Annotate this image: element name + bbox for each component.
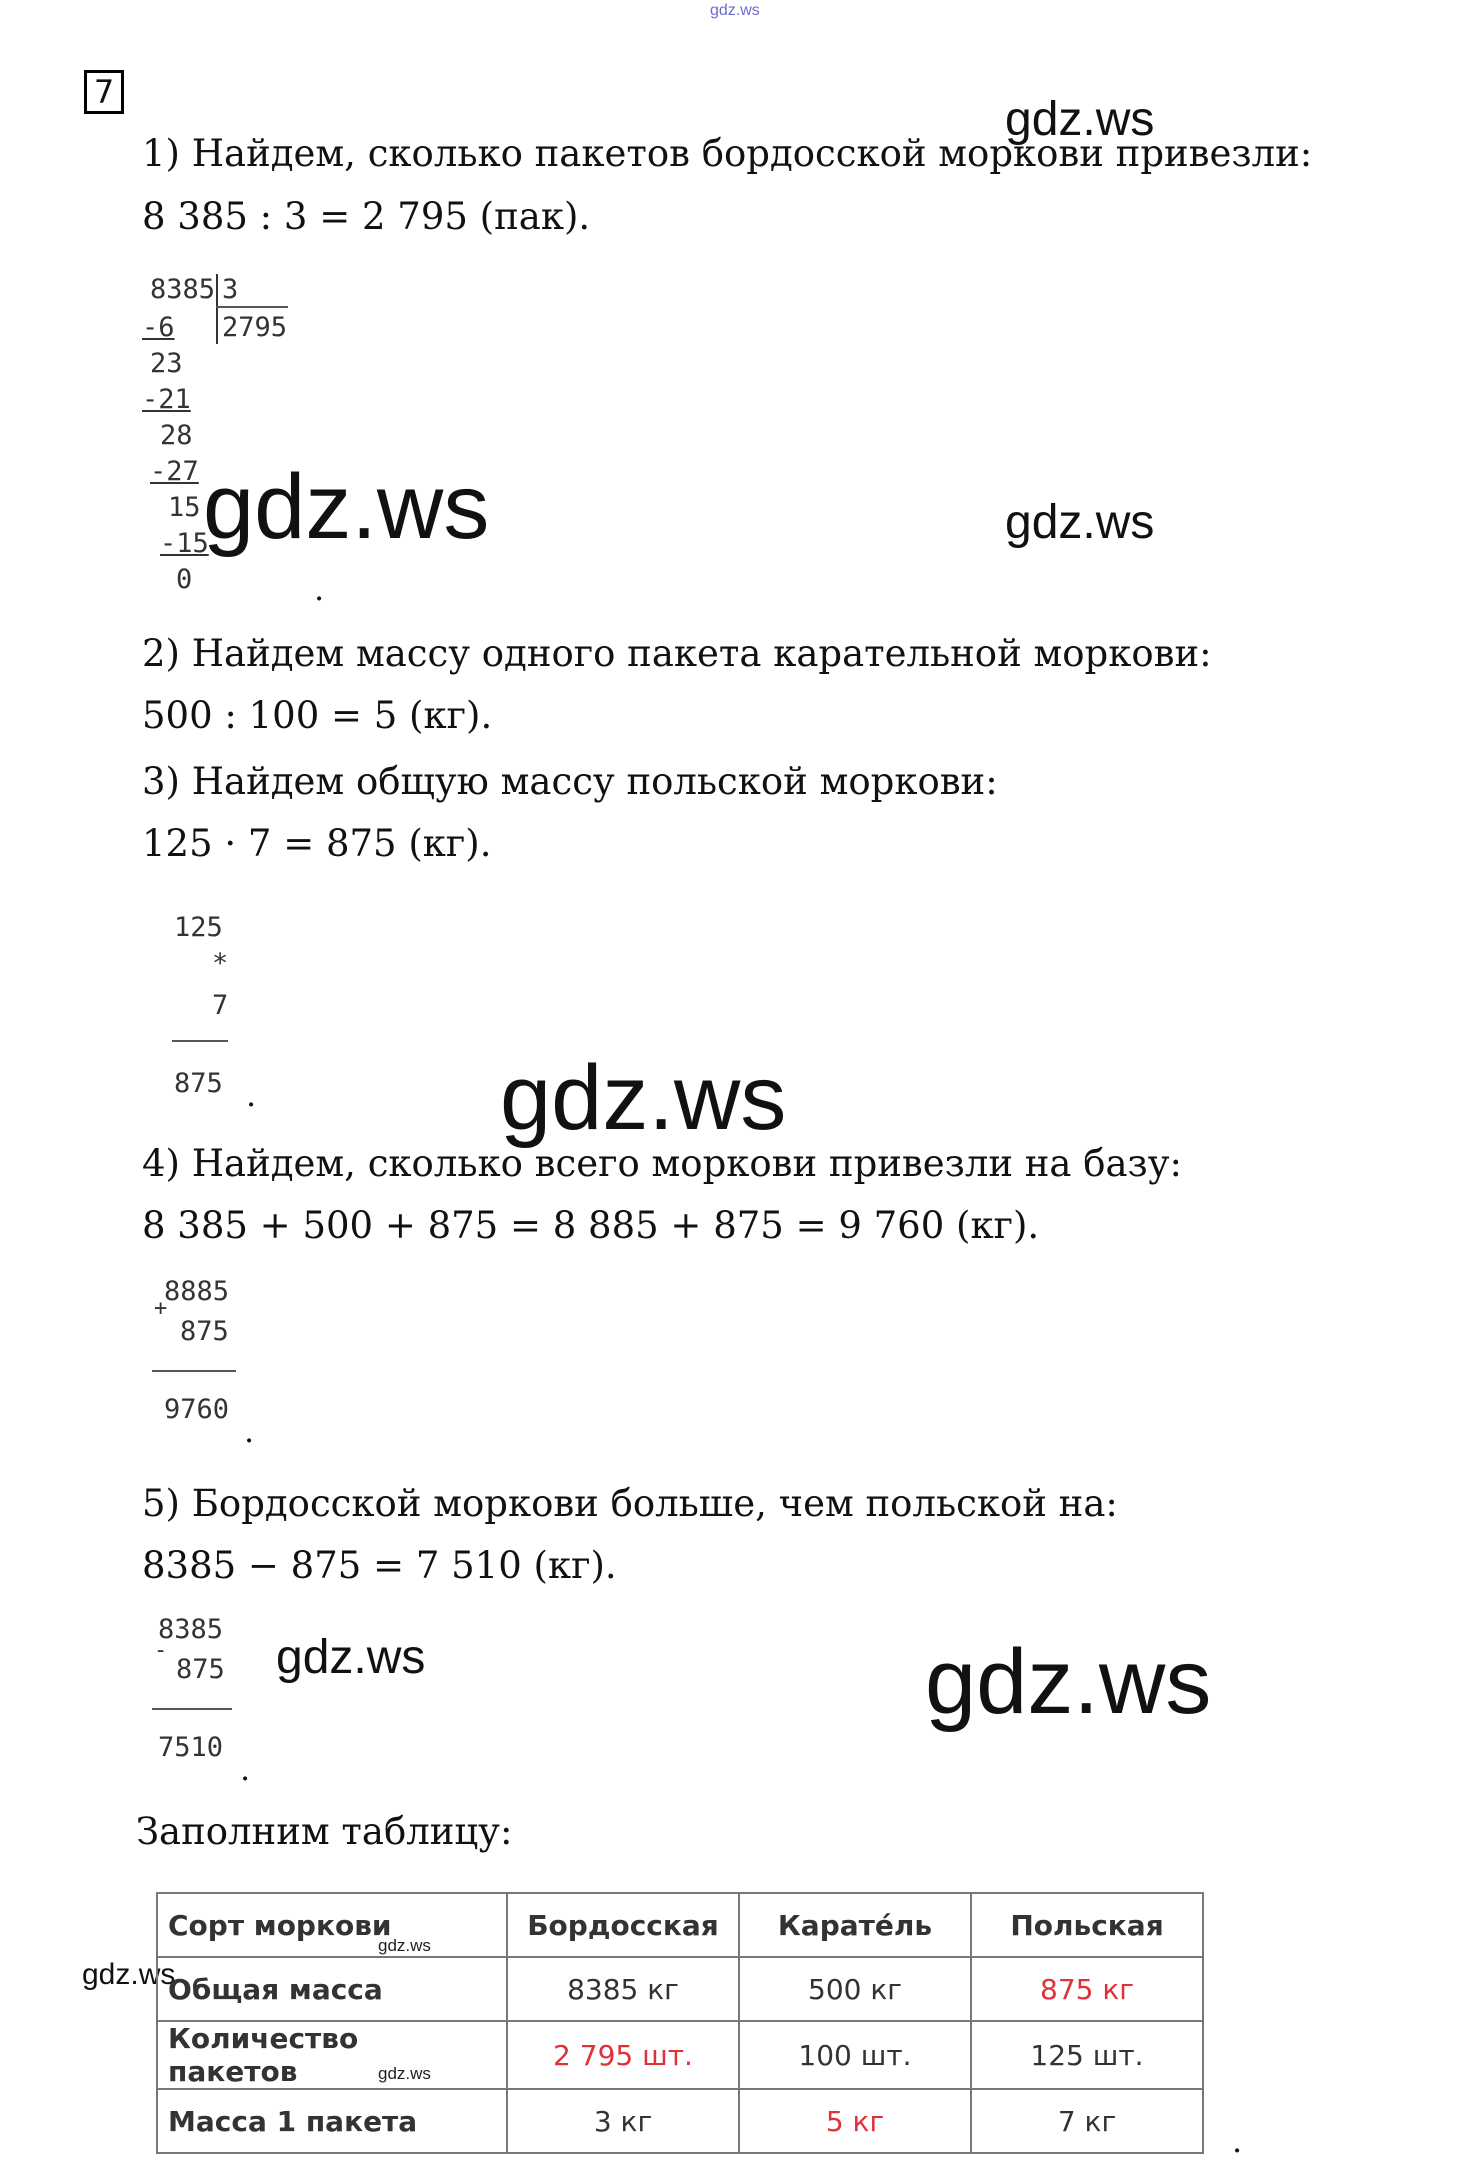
- table-row: [157, 1957, 1203, 2021]
- multiplication-b: 7: [212, 990, 229, 1021]
- step-2-text: 2) Найдем массу одного пакета карательной моркови:: [142, 632, 1212, 675]
- table-row-label: Общая масса: [157, 1957, 507, 2021]
- table-cell-highlighted: 2 795 шт.: [507, 2021, 739, 2089]
- table-row-label: Количество пакетов: [157, 2021, 507, 2089]
- table-cell: 7 кг: [971, 2089, 1203, 2153]
- division-row: 28: [160, 420, 193, 451]
- addition-operator: +: [154, 1296, 168, 1321]
- division-bracket-horizontal: [216, 306, 288, 308]
- subtraction-a: 8385: [158, 1614, 224, 1645]
- addition-a: 8885: [164, 1276, 230, 1307]
- table-cell: 3 кг: [507, 2089, 739, 2153]
- step-4-text: 4) Найдем, сколько всего моркови привезли на базу:: [142, 1142, 1182, 1185]
- watermark: gdz.ws: [276, 1631, 426, 1684]
- watermark: gdz.ws: [82, 1958, 176, 1991]
- table-cell: 8385 кг: [507, 1957, 739, 2021]
- table-caption: Заполним таблицу:: [136, 1810, 513, 1853]
- table-cell-highlighted: 875 кг: [971, 1957, 1203, 2021]
- table-header-cell: Сорт моркови: [157, 1893, 507, 1957]
- division-row: -6: [142, 312, 175, 343]
- subtraction-operator: -: [154, 1638, 168, 1663]
- table-cell: 500 кг: [739, 1957, 971, 2021]
- step-3-text: 3) Найдем общую массу польской моркови:: [142, 760, 998, 803]
- subtraction-b: 875: [176, 1654, 225, 1685]
- table-row-label: Масса 1 пакета: [157, 2089, 507, 2153]
- step-4-expression: 8 385 + 500 + 875 = 8 885 + 875 = 9 760 (кг).: [142, 1204, 1040, 1247]
- division-row: -15: [160, 528, 209, 559]
- step-5-text: 5) Бордосской моркови больше, чем польской на:: [142, 1482, 1118, 1525]
- task-number: 7: [84, 70, 124, 114]
- results-table: [156, 1892, 1204, 2154]
- addition-result: 9760: [164, 1394, 230, 1425]
- table-cell: 100 шт.: [739, 2021, 971, 2089]
- division-divisor: 3: [222, 274, 239, 305]
- table-header-cell: Бордосская: [507, 1893, 739, 1957]
- period-mark: .: [1232, 2122, 1243, 2160]
- period-mark: .: [244, 1412, 255, 1450]
- watermark: gdz.ws: [1005, 93, 1155, 146]
- multiplication-rule: [172, 1040, 228, 1042]
- watermark: gdz.ws: [500, 1047, 787, 1149]
- watermark: gdz.ws: [378, 1936, 431, 1955]
- multiplication-result: 875: [174, 1068, 223, 1099]
- step-2-expression: 500 : 100 = 5 (кг).: [142, 694, 493, 737]
- division-dividend: 8385: [150, 274, 216, 305]
- division-row: 23: [150, 348, 183, 379]
- table-cell-highlighted: 5 кг: [739, 2089, 971, 2153]
- watermark: gdz.ws: [925, 1631, 1212, 1733]
- step-1-text: 1) Найдем, сколько пакетов бордосской моркови привезли:: [142, 132, 1313, 175]
- division-bracket-vertical: [216, 274, 218, 344]
- division-row: 0: [176, 564, 193, 595]
- period-mark: .: [240, 1750, 251, 1788]
- division-quotient: 2795: [222, 312, 288, 343]
- watermark: gdz.ws: [378, 2064, 431, 2083]
- addition-b: 875: [180, 1316, 229, 1347]
- table-row: [157, 2021, 1203, 2089]
- table-row: [157, 2089, 1203, 2153]
- step-3-expression: 125 · 7 = 875 (кг).: [142, 822, 492, 865]
- table-header-row: [157, 1893, 1203, 1957]
- period-mark: .: [246, 1076, 257, 1114]
- watermark: gdz.ws: [203, 456, 490, 558]
- subtraction-result: 7510: [158, 1732, 224, 1763]
- division-row: 15: [168, 492, 201, 523]
- table-cell: 125 шт.: [971, 2021, 1203, 2089]
- addition-rule: [152, 1370, 236, 1372]
- subtraction-rule: [152, 1708, 232, 1710]
- division-row: -21: [142, 384, 191, 415]
- period-mark: .: [314, 570, 325, 608]
- table-header-cell: Польская: [971, 1893, 1203, 1957]
- division-row: -27: [150, 456, 199, 487]
- watermark: gdz.ws: [1005, 496, 1155, 549]
- table-header-cell: Каратéль: [739, 1893, 971, 1957]
- header-watermark: gdz.ws: [710, 2, 760, 19]
- multiplication-operator: *: [212, 948, 229, 979]
- step-5-expression: 8385 − 875 = 7 510 (кг).: [142, 1544, 617, 1587]
- multiplication-a: 125: [174, 912, 223, 943]
- step-1-expression: 8 385 : 3 = 2 795 (пак).: [142, 195, 591, 238]
